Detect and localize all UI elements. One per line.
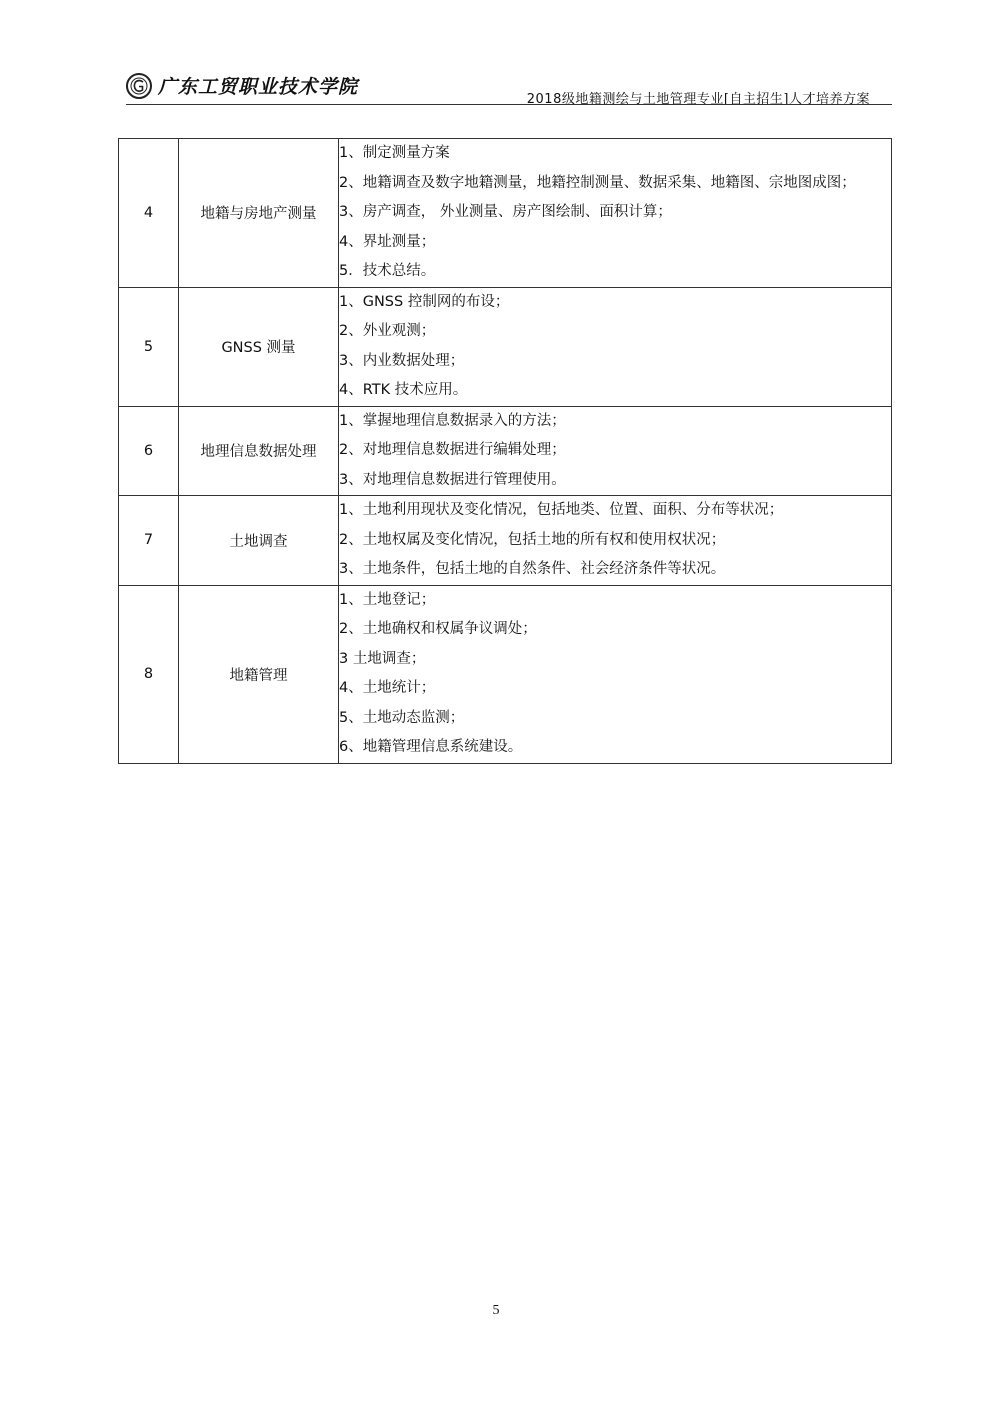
course-name: GNSS 测量 [179,287,339,406]
content-item: 2、外业观测； [339,323,436,339]
document-title: 2018级地籍测绘与土地管理专业[自主招生]人才培养方案 [526,92,870,107]
row-number: 4 [119,139,179,288]
course-name: 地籍与房地产测量 [179,139,339,288]
course-content [339,139,892,288]
course-name: 地籍管理 [179,585,339,763]
content-item: 4、界址测量； [339,233,436,250]
page-header [118,66,892,106]
content-item: 1、GNSS 控制网的布设； [339,293,510,310]
content-item: 6、地籍管理信息系统建设。 [339,739,523,755]
content-item: 1、掌握地理信息数据录入的方法； [339,412,566,429]
content-item: 3、对地理信息数据进行管理使用。 [339,471,566,488]
content-item: 1、土地利用现状及变化情况，包括地类、位置、面积、分布等状况； [339,502,784,518]
school-logo [126,72,358,99]
content-item: 2、地籍调查及数字地籍测量，地籍控制测量、数据采集、地籍图、宗地图成图； [339,174,856,191]
school-logo-text: 广东工贸职业技术学院 [158,76,359,98]
content-item: 2、土地确权和权属争议调处； [339,621,537,637]
table-row [119,139,892,288]
school-seal-icon [126,73,152,99]
table-row [119,287,892,406]
row-number: 7 [119,496,179,586]
content-item: 2、对地理信息数据进行编辑处理； [339,442,566,458]
course-content [339,496,892,586]
course-name: 地理信息数据处理 [179,406,339,496]
content-item: 3、土地条件，包括土地的自然条件、社会经济条件等状况。 [339,561,726,577]
content-item: 5、土地动态监测； [339,709,465,726]
content-item: 1、制定测量方案 [339,145,450,161]
course-content [339,585,892,763]
content-item: 4、RTK 技术应用。 [339,382,468,398]
table-row [119,406,892,496]
table-row [119,585,892,763]
row-number: 6 [119,406,179,496]
row-number: 5 [119,287,179,406]
content-item: 3、房产调查， 外业测量、房产图绘制、面积计算； [339,204,672,220]
course-content [339,287,892,406]
content-item: 4、土地统计； [339,680,436,696]
content-item: 3、内业数据处理； [339,352,465,369]
content-item: 5．技术总结。 [339,263,436,279]
course-content [339,406,892,496]
course-name: 土地调查 [179,496,339,586]
table-row [119,496,892,586]
content-item: 1、土地登记； [339,591,436,608]
content-item: 2、土地权属及变化情况，包括土地的所有权和使用权状况； [339,531,726,548]
curriculum-table [118,138,892,764]
content-item: 3 土地调查； [339,650,426,667]
page-number: 5 [492,1303,500,1318]
row-number: 8 [119,585,179,763]
header-divider [126,104,892,105]
